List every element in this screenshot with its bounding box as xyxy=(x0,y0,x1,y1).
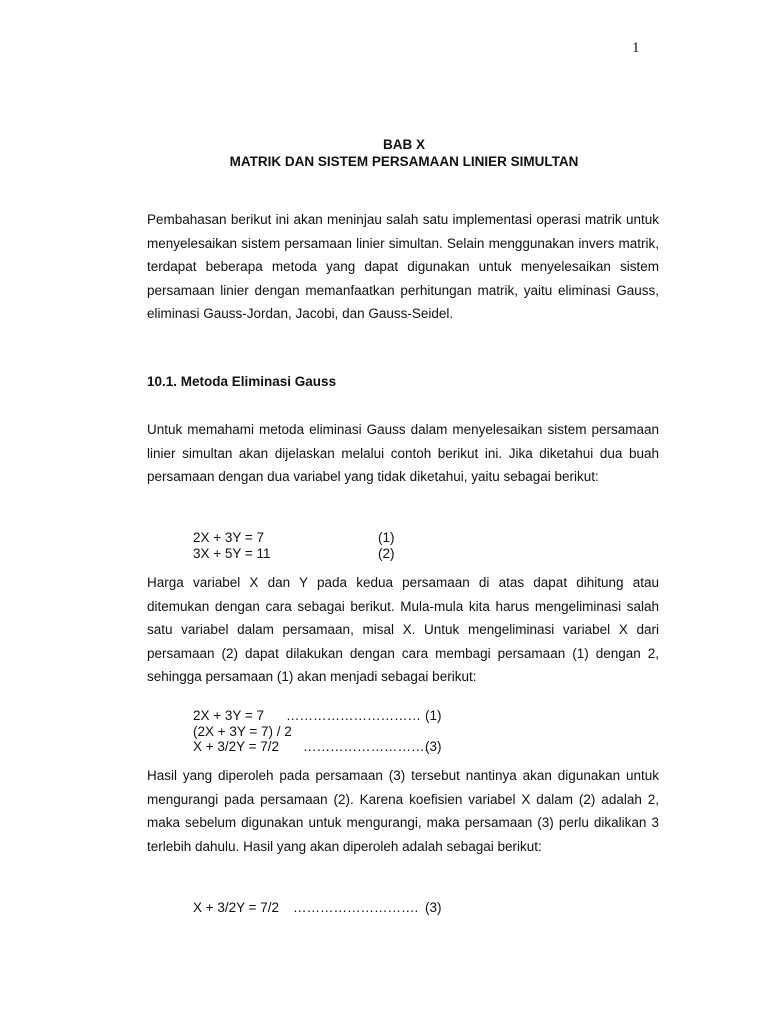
chapter-title: MATRIK DAN SISTEM PERSAMAAN LINIER SIMULTAN xyxy=(229,154,579,169)
intro-paragraph: Pembahasan berikut ini akan meninjau salah satu implementasi operasi matrik untuk menyelesaikan sistem persamaan linier simultan. Selain menggunakan invers matrik, terdapat beberapa metoda yang dapat digunakan untuk menyelesaikan sistem persamaan linier dengan memanfaatkan perhitungan matrik, yaitu eliminasi Gauss, eliminasi Gauss-Jordan, Jacobi, dan Gauss-Seidel. xyxy=(147,212,659,322)
equation-number: (1) xyxy=(425,708,442,723)
equation-number: (3) xyxy=(425,739,442,754)
equation-number: (3) xyxy=(425,900,442,915)
equation-expression: X + 3/2Y = 7/2 xyxy=(193,900,280,915)
equation-dots: ………………………. xyxy=(303,739,429,754)
section-heading: 10.1. Metoda Eliminasi Gauss xyxy=(147,374,337,389)
section-paragraph-1: Untuk memahami metoda eliminasi Gauss dalam menyelesaikan sistem persamaan linier simultan akan dijelaskan melalui contoh berikut ini. Jika diketahui dua buah persamaan dengan dua variabel yang tidak diketahui, yaitu sebagai berikut: xyxy=(147,422,659,485)
chapter-label: BAB X xyxy=(382,137,425,152)
section-paragraph-2: Harga variabel X dan Y pada kedua persamaan di atas dapat dihitung atau ditemukan dengan cara sebagai berikut. Mula-mula kita harus mengeliminasi salah satu variabel dalam persamaan, misal X. Untuk mengeliminasi variabel X dari persamaan (2) dapat dilakukan dengan cara membagi persamaan (1) dengan 2, sehingga persamaan (1) akan menjadi sebagai berikut: xyxy=(147,575,659,685)
equation-number: (2) xyxy=(378,545,395,561)
equation-dots: ………………………. xyxy=(293,900,419,915)
equation-expression: X + 3/2Y = 7/2 xyxy=(193,739,280,754)
equation-expression: 3X + 5Y = 11 xyxy=(193,545,271,561)
chapter-heading xyxy=(0,136,768,170)
equation-dots: ………………………… xyxy=(286,708,421,723)
section-paragraph-3: Hasil yang diperoleh pada persamaan (3) tersebut nantinya akan digunakan untuk mengurangi pada persamaan (2). Karena koefisien variabel X dalam (2) adalah 2, maka sebelum digunakan untuk mengurangi, maka persamaan (3) perlu dikalikan 3 terlebih dahulu. Hasil yang akan diperoleh adalah sebagai berikut: xyxy=(147,768,659,854)
equation-expression: 2X + 3Y = 7 xyxy=(193,708,265,723)
equation-number: (1) xyxy=(378,530,395,545)
page-number: 1 xyxy=(632,40,640,56)
equation-expression: 2X + 3Y = 7 xyxy=(193,530,265,545)
equation-expression: (2X + 3Y = 7) / 2 xyxy=(193,723,292,739)
